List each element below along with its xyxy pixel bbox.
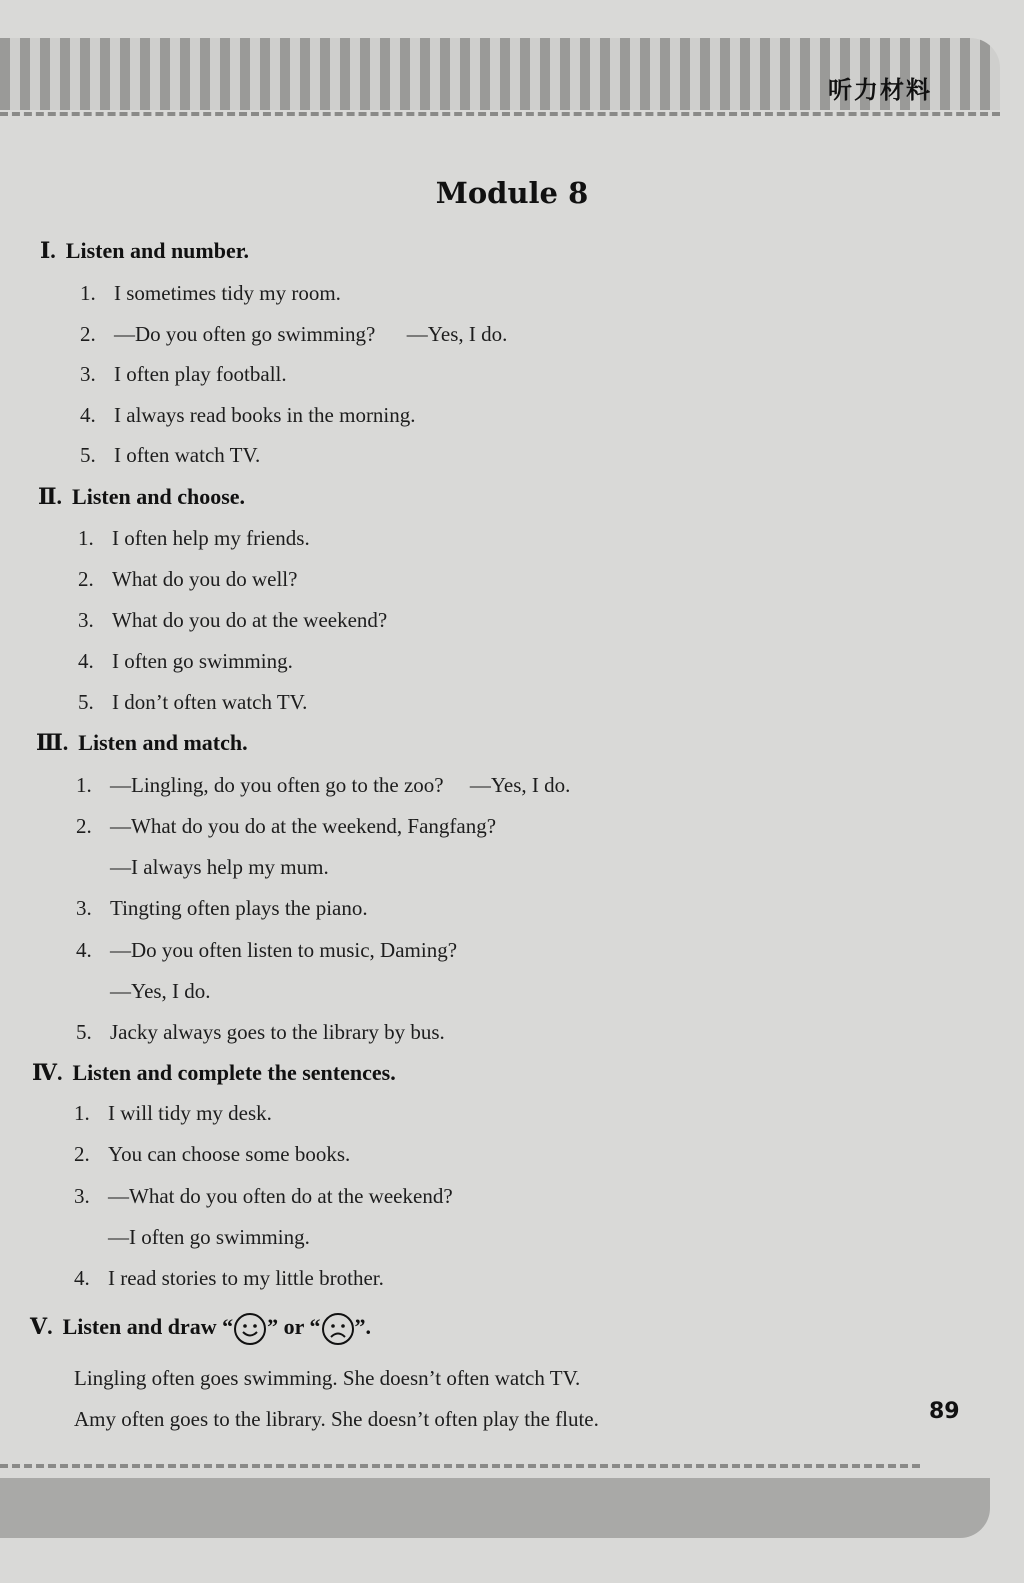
section-numeral: Ⅲ.: [36, 730, 69, 755]
list-item: —I often go swimming.: [108, 1225, 310, 1249]
paragraph-line: Amy often goes to the library. She doesn’t often play the flute.: [74, 1407, 599, 1431]
list-item: —I always help my mum.: [110, 855, 329, 879]
list-item: 4. I read stories to my little brother.: [74, 1266, 384, 1290]
list-item: 2. —Do you often go swimming? —Yes, I do.: [80, 322, 508, 346]
list-item: 1. I often help my friends.: [78, 526, 310, 550]
list-item: 3. I often play football.: [80, 362, 287, 386]
list-item: 4. I often go swimming.: [78, 649, 293, 673]
section-heading-3: [36, 730, 248, 756]
section-numeral: Ⅳ.: [32, 1060, 63, 1085]
list-item: 1. —Lingling, do you often go to the zoo? —Yes, I do.: [76, 773, 571, 797]
section-heading-4: [32, 1060, 396, 1086]
sad-face-icon: [321, 1312, 355, 1346]
header-title: 听力材料: [828, 76, 932, 104]
section-numeral: Ⅴ.: [30, 1314, 53, 1340]
list-item: 4. —Do you often listen to music, Daming?: [76, 938, 458, 962]
list-item: —Yes, I do.: [110, 979, 211, 1003]
section-numeral: Ⅱ.: [38, 484, 63, 509]
list-item: 5. Jacky always goes to the library by bus.: [76, 1020, 445, 1044]
list-item: 2. What do you do well?: [78, 567, 298, 591]
section-heading-5: Ⅴ. Listen and draw “ ” or “ ”.: [30, 1312, 371, 1346]
section-numeral: Ⅰ.: [40, 238, 56, 263]
list-item: 5. I don’t often watch TV.: [78, 690, 308, 714]
section-heading-1: [40, 238, 249, 264]
paragraph-line: Lingling often goes swimming. She doesn’t often watch TV.: [74, 1366, 581, 1390]
list-item: 5. I often watch TV.: [80, 443, 261, 467]
section-heading-text: Listen and number.: [65, 238, 249, 263]
section-heading-text: Listen and choose.: [72, 484, 246, 509]
footer-divider: [0, 1464, 920, 1468]
page-title: Module 8: [435, 176, 589, 210]
list-item: 1. I will tidy my desk.: [74, 1101, 272, 1125]
footer-band: [0, 1478, 990, 1538]
list-item: 1. I sometimes tidy my room.: [80, 281, 341, 305]
list-item: 2. You can choose some books.: [74, 1142, 351, 1166]
list-item: 3. —What do you often do at the weekend?: [74, 1184, 453, 1208]
section-heading-text: Listen and complete the sentences.: [72, 1060, 396, 1085]
section-heading-2: [38, 484, 245, 510]
list-item: 4. I always read books in the morning.: [80, 403, 416, 427]
page-number: 89: [929, 1399, 960, 1424]
list-item: 3. What do you do at the weekend?: [78, 608, 388, 632]
smiley-face-icon: [233, 1312, 267, 1346]
list-item: 2. —What do you do at the weekend, Fangfang?: [76, 814, 497, 838]
section-heading-text: Listen and match.: [78, 730, 248, 755]
list-item: 3. Tingting often plays the piano.: [76, 896, 368, 920]
header-divider: [0, 112, 1000, 116]
